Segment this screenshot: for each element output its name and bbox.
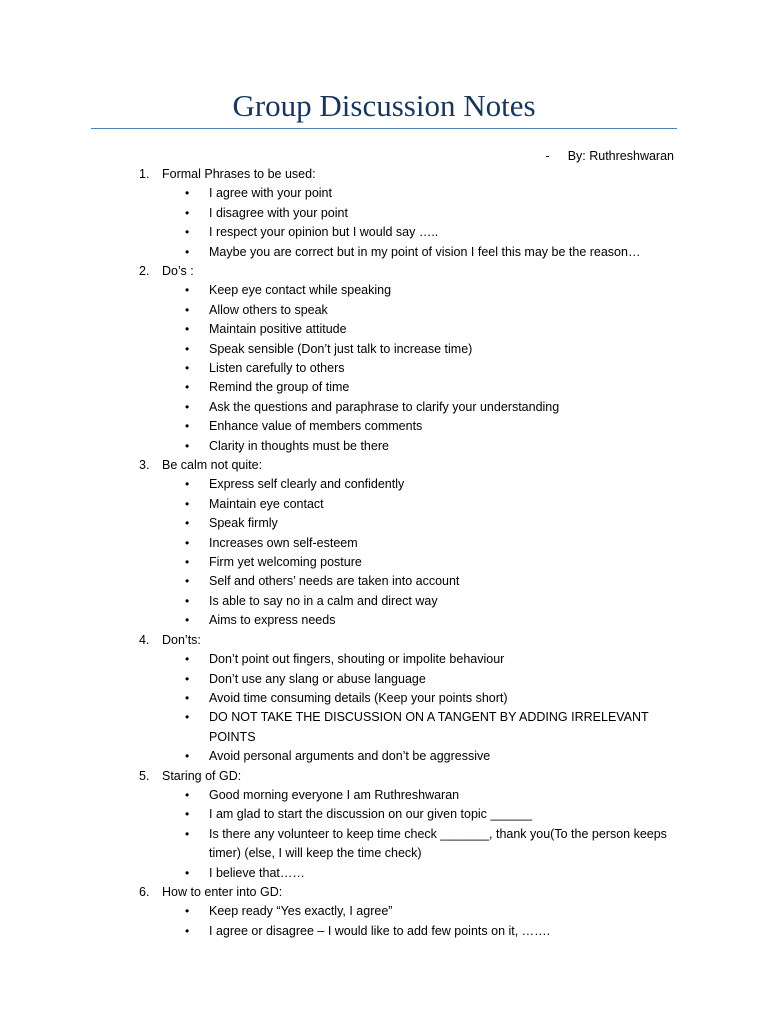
list-item [0,398,768,417]
bullet-icon: • [185,225,190,240]
list-item [0,301,768,320]
section-heading-text: Formal Phrases to be used: [162,167,316,181]
list-item [0,417,768,436]
bullet-icon: • [185,593,190,608]
section-number: 1. [139,167,150,181]
list-item-text: Listen carefully to others [209,361,345,376]
list-item-text: Enhance value of members comments [209,419,423,434]
bullet-icon: • [185,361,190,376]
bullet-icon: • [185,574,190,589]
list-item-text: I agree with your point [209,186,332,201]
list-item [0,592,768,611]
list-item-text: Good morning everyone I am Ruthreshwaran [209,787,460,802]
section-3 [0,456,768,631]
bullet-icon: • [185,380,190,395]
list-item-text: Speak firmly [209,516,278,531]
section-heading-text: Do’s : [162,264,194,279]
bullet-list [0,786,768,883]
section-heading-text: How to enter into GD: [162,884,283,899]
list-item [0,243,768,262]
list-item [0,437,768,456]
bullet-icon: • [185,690,190,705]
list-item [0,805,768,824]
list-item-text: I disagree with your point [209,205,348,220]
list-item [0,864,768,883]
section-heading [0,262,768,281]
list-item-text: Allow others to speak [209,302,328,317]
document-title: Group Discussion Notes [232,88,536,123]
section-heading [0,631,768,650]
list-item [0,495,768,514]
bullet-icon: • [185,555,190,570]
list-item [0,281,768,300]
bullet-list [0,281,768,456]
bullet-icon: • [185,496,190,511]
list-item [0,689,768,708]
list-item [0,514,768,533]
bullet-icon: • [185,865,190,880]
list-item-text: Keep eye contact while speaking [209,283,392,298]
list-item-text: I am glad to start the discussion on our given topic ______ [209,807,533,822]
bullet-icon: • [185,904,190,919]
list-item-text: Is there any volunteer to keep time check _______, thank you(To the person keeps timer) (else, I will keep the time check) [209,826,667,861]
list-item [0,670,768,689]
list-item [0,359,768,378]
author-dash: - [545,149,550,163]
author-name: By: Ruthreshwaran [567,149,674,163]
bullet-list [0,902,768,941]
list-item [0,572,768,591]
list-item [0,553,768,572]
list-item-text: Maybe you are correct but in my point of vision I feel this may be the reason… [209,244,641,259]
bullet-icon: • [185,419,190,434]
list-item [0,184,768,203]
list-item-text: Remind the group of time [209,380,350,395]
list-item-text: Clarity in thoughts must be there [209,438,389,453]
bullet-icon: • [185,787,190,802]
bullet-icon: • [185,438,190,453]
bullet-list [0,184,768,262]
author-line [546,147,674,166]
bullet-icon: • [185,516,190,531]
list-item-text: Ask the questions and paraphrase to clarify your understanding [209,399,560,414]
bullet-icon: • [185,923,190,938]
bullet-icon: • [185,710,190,725]
list-item-text: Firm yet welcoming posture [209,555,362,570]
bullet-icon: • [185,652,190,667]
bullet-icon: • [185,186,190,201]
list-item [0,922,768,941]
list-item-text: DO NOT TAKE THE DISCUSSION ON A TANGENT BY ADDING IRRELEVANT POINTS [209,710,649,744]
list-item-text: Self and others’ needs are taken into account [209,574,460,589]
section-6 [0,883,768,941]
section-number: 3. [139,458,150,473]
list-item-text: Avoid time consuming details (Keep your points short) [209,690,508,705]
list-item-text: Don’t use any slang or abuse language [209,671,426,686]
bullet-icon: • [185,399,190,414]
bullet-icon: • [185,613,190,628]
section-4 [0,631,768,767]
list-item [0,708,768,747]
section-number: 6. [139,884,150,899]
list-item [0,611,768,630]
list-item-text: Don’t point out fingers, shouting or impolite behaviour [209,652,505,667]
bullet-icon: • [185,826,190,841]
list-item-text: Increases own self-esteem [209,535,358,550]
list-item [0,320,768,339]
section-heading [0,165,768,184]
list-item [0,534,768,553]
list-item [0,340,768,359]
section-5 [0,767,768,883]
bullet-icon: • [185,671,190,686]
list-item-text: I respect your opinion but I would say ….. [209,225,439,240]
section-number: 2. [139,264,150,279]
bullet-icon: • [185,283,190,298]
bullet-list [0,650,768,766]
list-item [0,378,768,397]
list-item [0,825,768,864]
section-number: 5. [139,768,150,783]
section-heading-text: Be calm not quite: [162,458,263,473]
list-item [0,902,768,921]
section-1 [0,165,768,262]
list-item [0,786,768,805]
bullet-icon: • [185,244,190,259]
list-item [0,747,768,766]
section-heading-text: Staring of GD: [162,768,242,783]
section-heading-text: Don’ts: [162,632,201,647]
bullet-icon: • [185,322,190,337]
bullet-list [0,475,768,630]
notes-list [0,165,768,941]
section-number: 4. [139,632,150,647]
list-item-text: Aims to express needs [209,613,336,628]
list-item-text: Speak sensible (Don’t just talk to increase time) [209,341,473,356]
list-item-text: Avoid personal arguments and don’t be aggressive [209,749,491,764]
bullet-icon: • [185,205,190,220]
bullet-icon: • [185,535,190,550]
title-underline [91,128,677,129]
section-heading [0,883,768,902]
bullet-icon: • [185,807,190,822]
section-heading [0,456,768,475]
bullet-icon: • [185,477,190,492]
list-item [0,650,768,669]
list-item-text: Express self clearly and confidently [209,477,405,492]
section-2 [0,262,768,456]
list-item-text: I believe that…… [209,865,305,880]
list-item-text: Maintain eye contact [209,496,324,511]
bullet-icon: • [185,302,190,317]
list-item-text: Is able to say no in a calm and direct way [209,593,438,608]
list-item-text: Maintain positive attitude [209,322,347,337]
list-item [0,475,768,494]
bullet-icon: • [185,749,190,764]
bullet-icon: • [185,341,190,356]
list-item-text: Keep ready “Yes exactly, I agree” [209,904,393,919]
list-item [0,223,768,242]
section-heading [0,767,768,786]
list-item [0,204,768,223]
list-item-text: I agree or disagree – I would like to add few points on it, ……. [209,923,551,938]
